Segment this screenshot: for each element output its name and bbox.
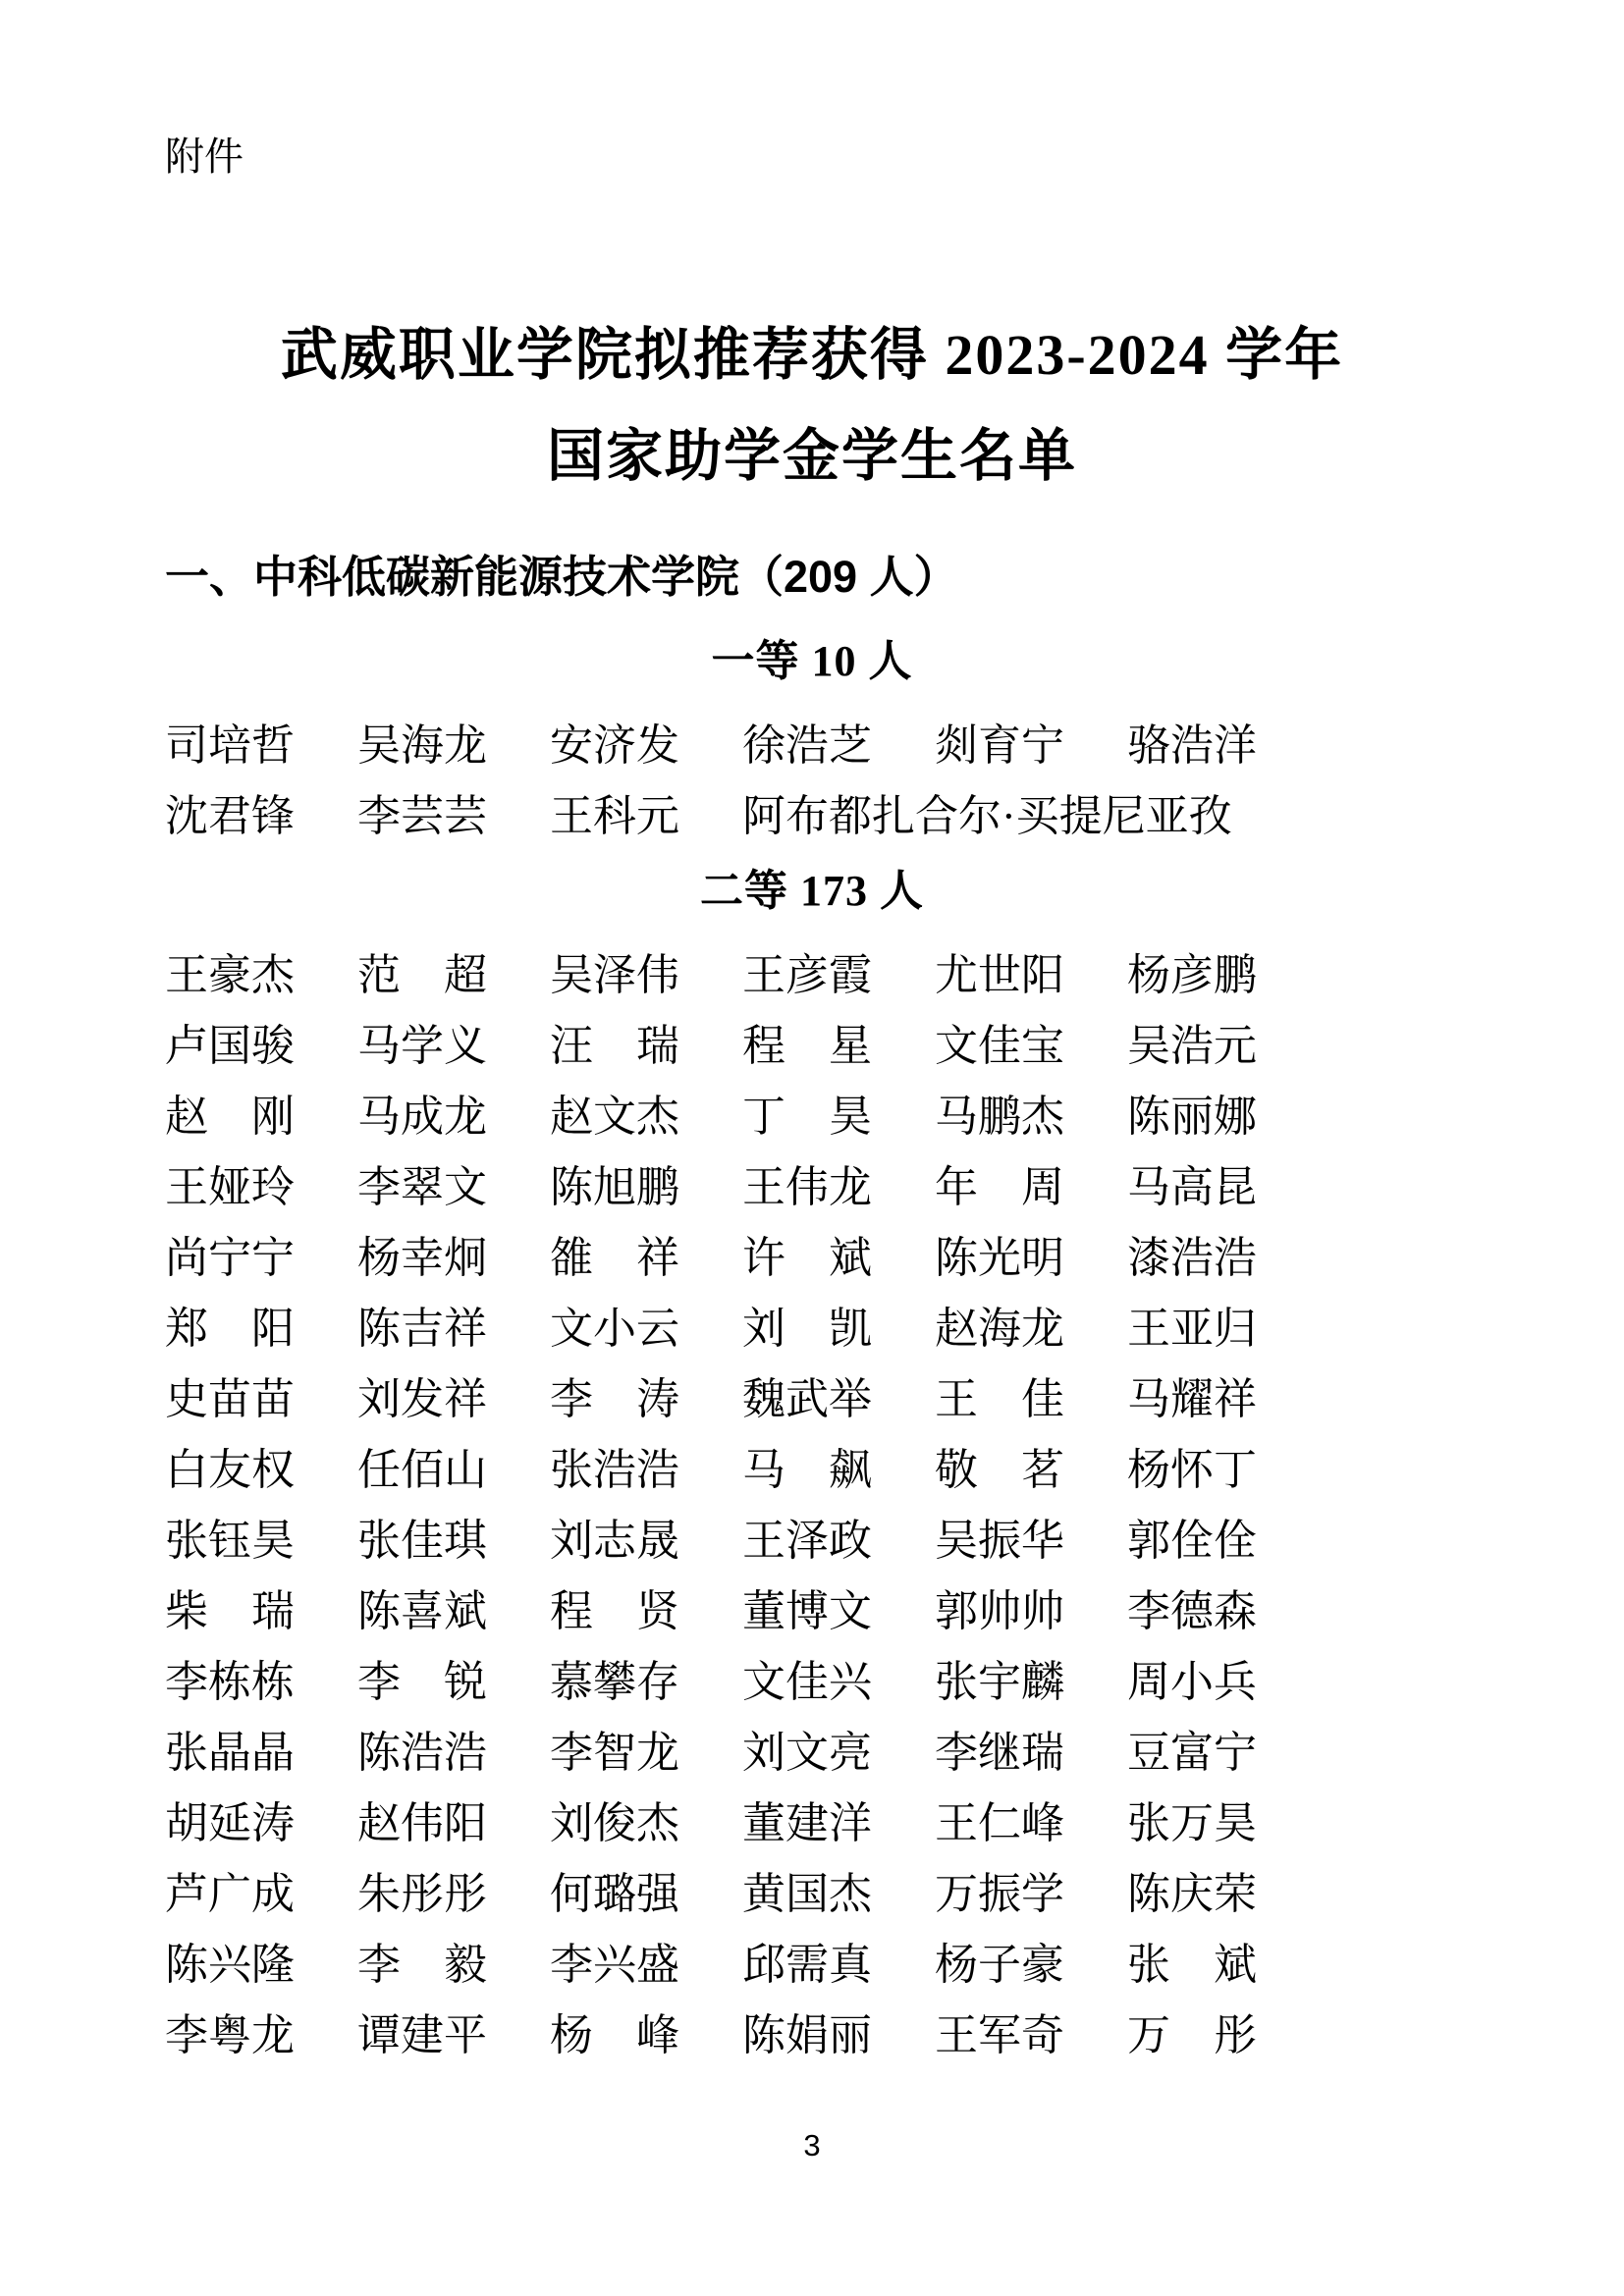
student-name: 文小云: [550, 1305, 679, 1353]
student-name: 赵 刚: [165, 1093, 295, 1141]
student-name: 王科元: [550, 792, 679, 840]
student-name: 王仁峰: [935, 1799, 1064, 1847]
student-name: 剡育宁: [935, 721, 1064, 770]
student-name: 安济发: [550, 721, 679, 770]
student-name: 吴浩元: [1127, 1022, 1257, 1070]
student-name: 程 贤: [550, 1587, 679, 1635]
student-name: 汪 瑞: [550, 1022, 679, 1070]
student-name: 杨怀丁: [1127, 1446, 1257, 1494]
document-title-line-2: 国家助学金学生名单: [546, 424, 1077, 488]
name-row: [165, 1587, 1257, 1635]
student-name: 李 毅: [357, 1941, 487, 1989]
student-name: 杨 峰: [550, 2011, 679, 2059]
student-name: 郭帅帅: [935, 1587, 1064, 1635]
student-name: 朱彤彤: [357, 1870, 487, 1918]
student-name: 杨彦鹏: [1127, 951, 1257, 999]
student-name: 年 周: [935, 1163, 1064, 1211]
student-name: 沈君锋: [165, 792, 295, 840]
student-name: 李兴盛: [550, 1941, 679, 1989]
student-name: 史苗苗: [165, 1375, 295, 1423]
student-name: 刘俊杰: [550, 1799, 679, 1847]
student-name: 范 超: [357, 951, 487, 999]
student-name: 陈兴隆: [165, 1941, 295, 1989]
student-name: 任佰山: [357, 1446, 487, 1494]
student-name: 邱需真: [742, 1941, 872, 1989]
student-name: 周小兵: [1127, 1658, 1257, 1706]
student-name: 吴泽伟: [550, 951, 679, 999]
name-row: [165, 1870, 1257, 1918]
student-name: 马学义: [357, 1022, 487, 1070]
student-name-lists: [165, 637, 1459, 2085]
group-heading: 一等 10 人: [711, 637, 913, 685]
student-name: 漆浩浩: [1127, 1234, 1257, 1282]
student-name: 卢国骏: [165, 1022, 295, 1070]
student-name: 吴振华: [935, 1517, 1064, 1565]
student-name: 陈浩浩: [357, 1729, 487, 1777]
name-row: [165, 1446, 1257, 1494]
student-name: 芦广成: [165, 1870, 295, 1918]
student-name: 刘 凯: [742, 1305, 872, 1353]
student-name: 尚宁宁: [165, 1234, 295, 1282]
student-name: 王娅玲: [165, 1163, 295, 1211]
student-name: 王豪杰: [165, 951, 295, 999]
student-name: 陈娟丽: [742, 2011, 872, 2059]
name-row: [165, 2011, 1257, 2059]
name-row: [165, 1941, 1257, 1989]
student-name: 王泽政: [742, 1517, 872, 1565]
student-name: 王伟龙: [742, 1163, 872, 1211]
student-name: 董博文: [742, 1587, 872, 1635]
student-name: 谭建平: [357, 2011, 487, 2059]
student-name: 杨子豪: [935, 1941, 1064, 1989]
group-heading: 二等 173 人: [700, 867, 924, 915]
student-name: 骆浩洋: [1127, 721, 1257, 770]
student-name: 魏武举: [742, 1375, 872, 1423]
student-name: 张佳琪: [357, 1517, 487, 1565]
student-name: 许 斌: [742, 1234, 872, 1282]
section-heading: 一、中科低碳新能源技术学院（209 人）: [165, 552, 958, 602]
student-name: 何璐强: [550, 1870, 679, 1918]
student-name: 李 涛: [550, 1375, 679, 1423]
name-row: [165, 1729, 1257, 1777]
student-name: 郑 阳: [165, 1305, 295, 1353]
student-name: 万 彤: [1127, 2011, 1257, 2059]
student-name: 张宇麟: [935, 1658, 1064, 1706]
student-name: 陈丽娜: [1127, 1093, 1257, 1141]
student-name: 马耀祥: [1127, 1375, 1257, 1423]
student-name: 张晶晶: [165, 1729, 295, 1777]
name-row: [165, 1163, 1257, 1211]
name-row: [165, 1234, 1257, 1282]
student-name: 豆富宁: [1127, 1729, 1257, 1777]
student-name: 万振学: [935, 1870, 1064, 1918]
student-name: 郭佺佺: [1127, 1517, 1257, 1565]
student-name: 张 斌: [1127, 1941, 1257, 1989]
student-name: 马成龙: [357, 1093, 487, 1141]
name-row: [165, 1305, 1257, 1353]
student-name: 徐浩芝: [742, 721, 872, 770]
student-name: 马高昆: [1127, 1163, 1257, 1211]
student-name: 陈光明: [935, 1234, 1064, 1282]
student-name: 陈旭鹏: [550, 1163, 679, 1211]
name-row: [165, 1375, 1257, 1423]
student-name: 王 佳: [935, 1375, 1064, 1423]
student-name: 李栋栋: [165, 1658, 295, 1706]
student-name: 陈喜斌: [357, 1587, 487, 1635]
student-name: 王亚归: [1127, 1305, 1257, 1353]
name-row: [165, 721, 1257, 770]
student-name: 李 锐: [357, 1658, 487, 1706]
student-name: 王军奇: [935, 2011, 1064, 2059]
student-name: 李粤龙: [165, 2011, 295, 2059]
document-title-line-1: 武威职业学院拟推荐获得 2023-2024 学年: [280, 323, 1344, 387]
student-name: 赵海龙: [935, 1305, 1064, 1353]
student-name: 张钰昊: [165, 1517, 295, 1565]
student-name: 刘发祥: [357, 1375, 487, 1423]
student-name: 李智龙: [550, 1729, 679, 1777]
student-name: 李德森: [1127, 1587, 1257, 1635]
student-name: 李芸芸: [357, 792, 487, 840]
name-row: [165, 1658, 1257, 1706]
student-name: 张万昊: [1127, 1799, 1257, 1847]
student-name: 刘文亮: [742, 1729, 872, 1777]
student-name: 柴 瑞: [165, 1587, 295, 1635]
student-name: 白友权: [165, 1446, 295, 1494]
student-name: 李继瑞: [935, 1729, 1064, 1777]
student-name: 雒 祥: [550, 1234, 679, 1282]
student-name: 马 飙: [742, 1446, 872, 1494]
name-row: [165, 1799, 1257, 1847]
student-name: 阿布都扎合尔·买提尼亚孜: [742, 792, 1232, 840]
student-name: 陈吉祥: [357, 1305, 487, 1353]
student-name: 文佳兴: [742, 1658, 872, 1706]
student-name: 慕攀存: [550, 1658, 679, 1706]
name-row: [165, 1095, 1257, 1139]
student-name: 黄国杰: [742, 1870, 872, 1918]
student-name: 丁 昊: [742, 1093, 872, 1141]
page-number: 3: [803, 2128, 821, 2163]
name-row: [165, 792, 1257, 840]
attachment-label: 附件: [165, 135, 244, 179]
student-name: 赵伟阳: [357, 1799, 487, 1847]
student-name: 王彦霞: [742, 951, 872, 999]
student-name: 董建洋: [742, 1799, 872, 1847]
student-name: 陈庆荣: [1127, 1870, 1257, 1918]
student-name: 赵文杰: [550, 1093, 679, 1141]
name-row: [165, 951, 1257, 999]
student-name: 马鹏杰: [935, 1093, 1064, 1141]
student-name: 杨幸炯: [357, 1234, 487, 1282]
student-name: 司培哲: [165, 721, 295, 770]
name-row: [165, 1517, 1257, 1565]
award-group: [165, 867, 1459, 2059]
student-name: 敬 茗: [935, 1446, 1064, 1494]
student-name: 程 星: [742, 1022, 872, 1070]
student-name: 李翠文: [357, 1163, 487, 1211]
award-group: [165, 637, 1459, 840]
student-name: 尤世阳: [935, 951, 1064, 999]
document-title: [118, 304, 1506, 507]
student-name: 吴海龙: [357, 721, 487, 770]
name-row: [165, 1022, 1257, 1070]
student-name: 刘志晟: [550, 1517, 679, 1565]
student-name: 文佳宝: [935, 1022, 1064, 1070]
student-name: 胡延涛: [165, 1799, 295, 1847]
student-name: 张浩浩: [550, 1446, 679, 1494]
